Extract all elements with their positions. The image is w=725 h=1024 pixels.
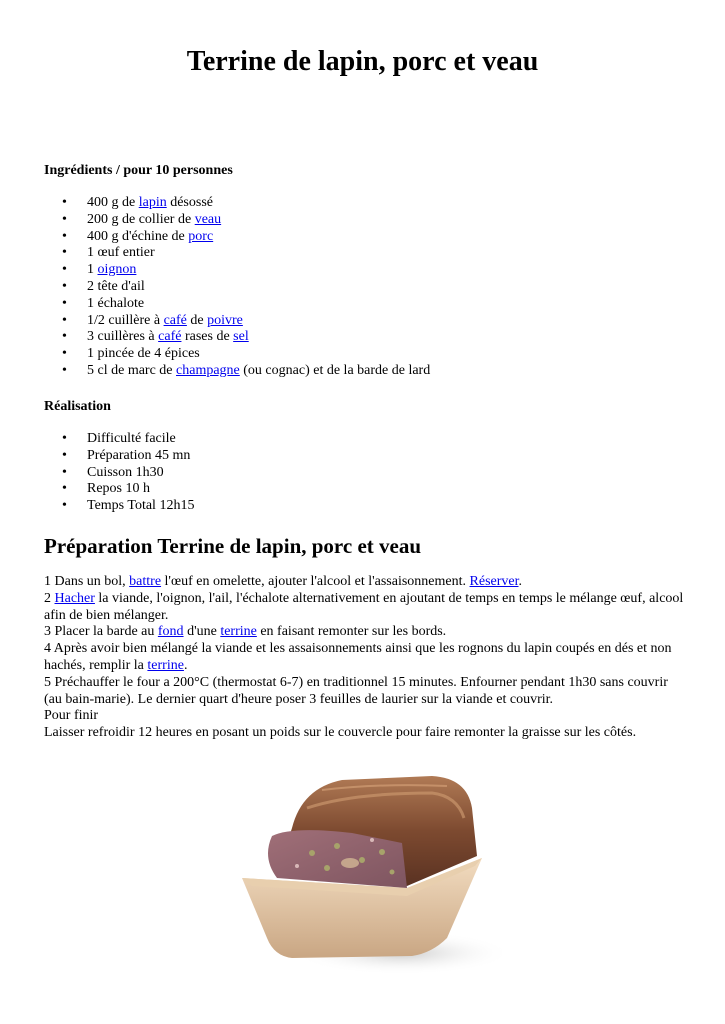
list-item: • Préparation 45 mn	[44, 448, 194, 465]
step-5: 5 Préchauffer le four a 200°C (thermostat 6-7) en traditionnel 15 minutes. Enfourner pendant 1h30 sans couvrir (au bain-marie). Le dernier quart d'heure poser 3 feuilles de laurier sur la viande et couvrir.	[44, 674, 668, 707]
ingredients-heading: Ingrédients / pour 10 personnes	[44, 163, 233, 178]
link-terrine[interactable]: terrine	[220, 624, 257, 640]
finish-label: Pour finir	[44, 708, 99, 724]
link-battre[interactable]: battre	[129, 574, 162, 589]
link-terrine[interactable]: terrine	[147, 657, 184, 673]
link-hacher[interactable]: Hacher	[54, 590, 95, 606]
link-poivre[interactable]: poivre	[207, 312, 243, 328]
link-reserver[interactable]: Réserver	[469, 574, 519, 589]
step-3: 3 Placer la barde au fond d'une terrine en faisant remonter sur les bords.	[44, 624, 447, 640]
finish-text: Laisser refroidir 12 heures en posant un poids sur le couvercle pour faire remonter la graisse sur les côtés.	[44, 725, 637, 741]
list-item: • Difficulté facile	[44, 431, 194, 448]
link-cafe[interactable]: café	[163, 312, 187, 328]
list-item: • Repos 10 h	[44, 481, 194, 498]
list-item: • 1 œuf entier	[44, 245, 430, 262]
step-4: 4 Après avoir bien mélangé la viande et les assaisonnements ainsi que les rognons du lapin coupés en dés et non hachés, remplir la terrine.	[44, 641, 672, 673]
list-item: • 1 oignon	[44, 262, 430, 279]
link-champagne[interactable]: champagne	[176, 362, 240, 378]
realisation-list	[44, 431, 194, 515]
terrine-photo-icon	[232, 768, 502, 978]
preparation-heading: Préparation Terrine de lapin, porc et veau	[44, 534, 422, 558]
link-lapin[interactable]: lapin	[138, 195, 167, 210]
list-item: • Cuisson 1h30	[44, 465, 194, 482]
list-item: • 2 tête d'ail	[44, 279, 430, 296]
list-item: • 400 g d'échine de porc	[44, 229, 430, 246]
list-item: • 1 pincée de 4 épices	[44, 346, 430, 363]
list-item: • 3 cuillères à café rases de sel	[44, 329, 430, 346]
list-item: • 5 cl de marc de champagne (ou cognac) et de la barde de lard	[44, 363, 430, 380]
step-2: 2 Hacher la viande, l'oignon, l'ail, l'échalote alternativement en ajoutant de temps en temps le mélange œuf, alcool afin de bien mélanger.	[44, 590, 684, 623]
link-cafe[interactable]: café	[158, 329, 182, 345]
list-item: • Temps Total 12h15	[44, 498, 194, 515]
link-fond[interactable]: fond	[157, 624, 184, 640]
link-veau[interactable]: veau	[194, 211, 222, 227]
link-porc[interactable]: porc	[188, 228, 214, 244]
list-item: • 1/2 cuillère à café de poivre	[44, 313, 430, 330]
list-item: • 200 g de collier de veau	[44, 212, 430, 229]
ingredients-list	[44, 195, 430, 380]
step-1: 1 Dans un bol, battre l'œuf en omelette, ajouter l'alcool et l'assaisonnement. Réserver.	[44, 574, 523, 589]
link-sel[interactable]: sel	[233, 329, 249, 345]
list-item: • 1 échalote	[44, 296, 430, 313]
realisation-heading: Réalisation	[44, 399, 111, 414]
page-title: Terrine de lapin, porc et veau	[186, 46, 539, 77]
preparation-steps	[44, 574, 684, 742]
link-oignon[interactable]: oignon	[97, 262, 137, 278]
list-item: • 400 g de lapin désossé	[44, 195, 430, 212]
